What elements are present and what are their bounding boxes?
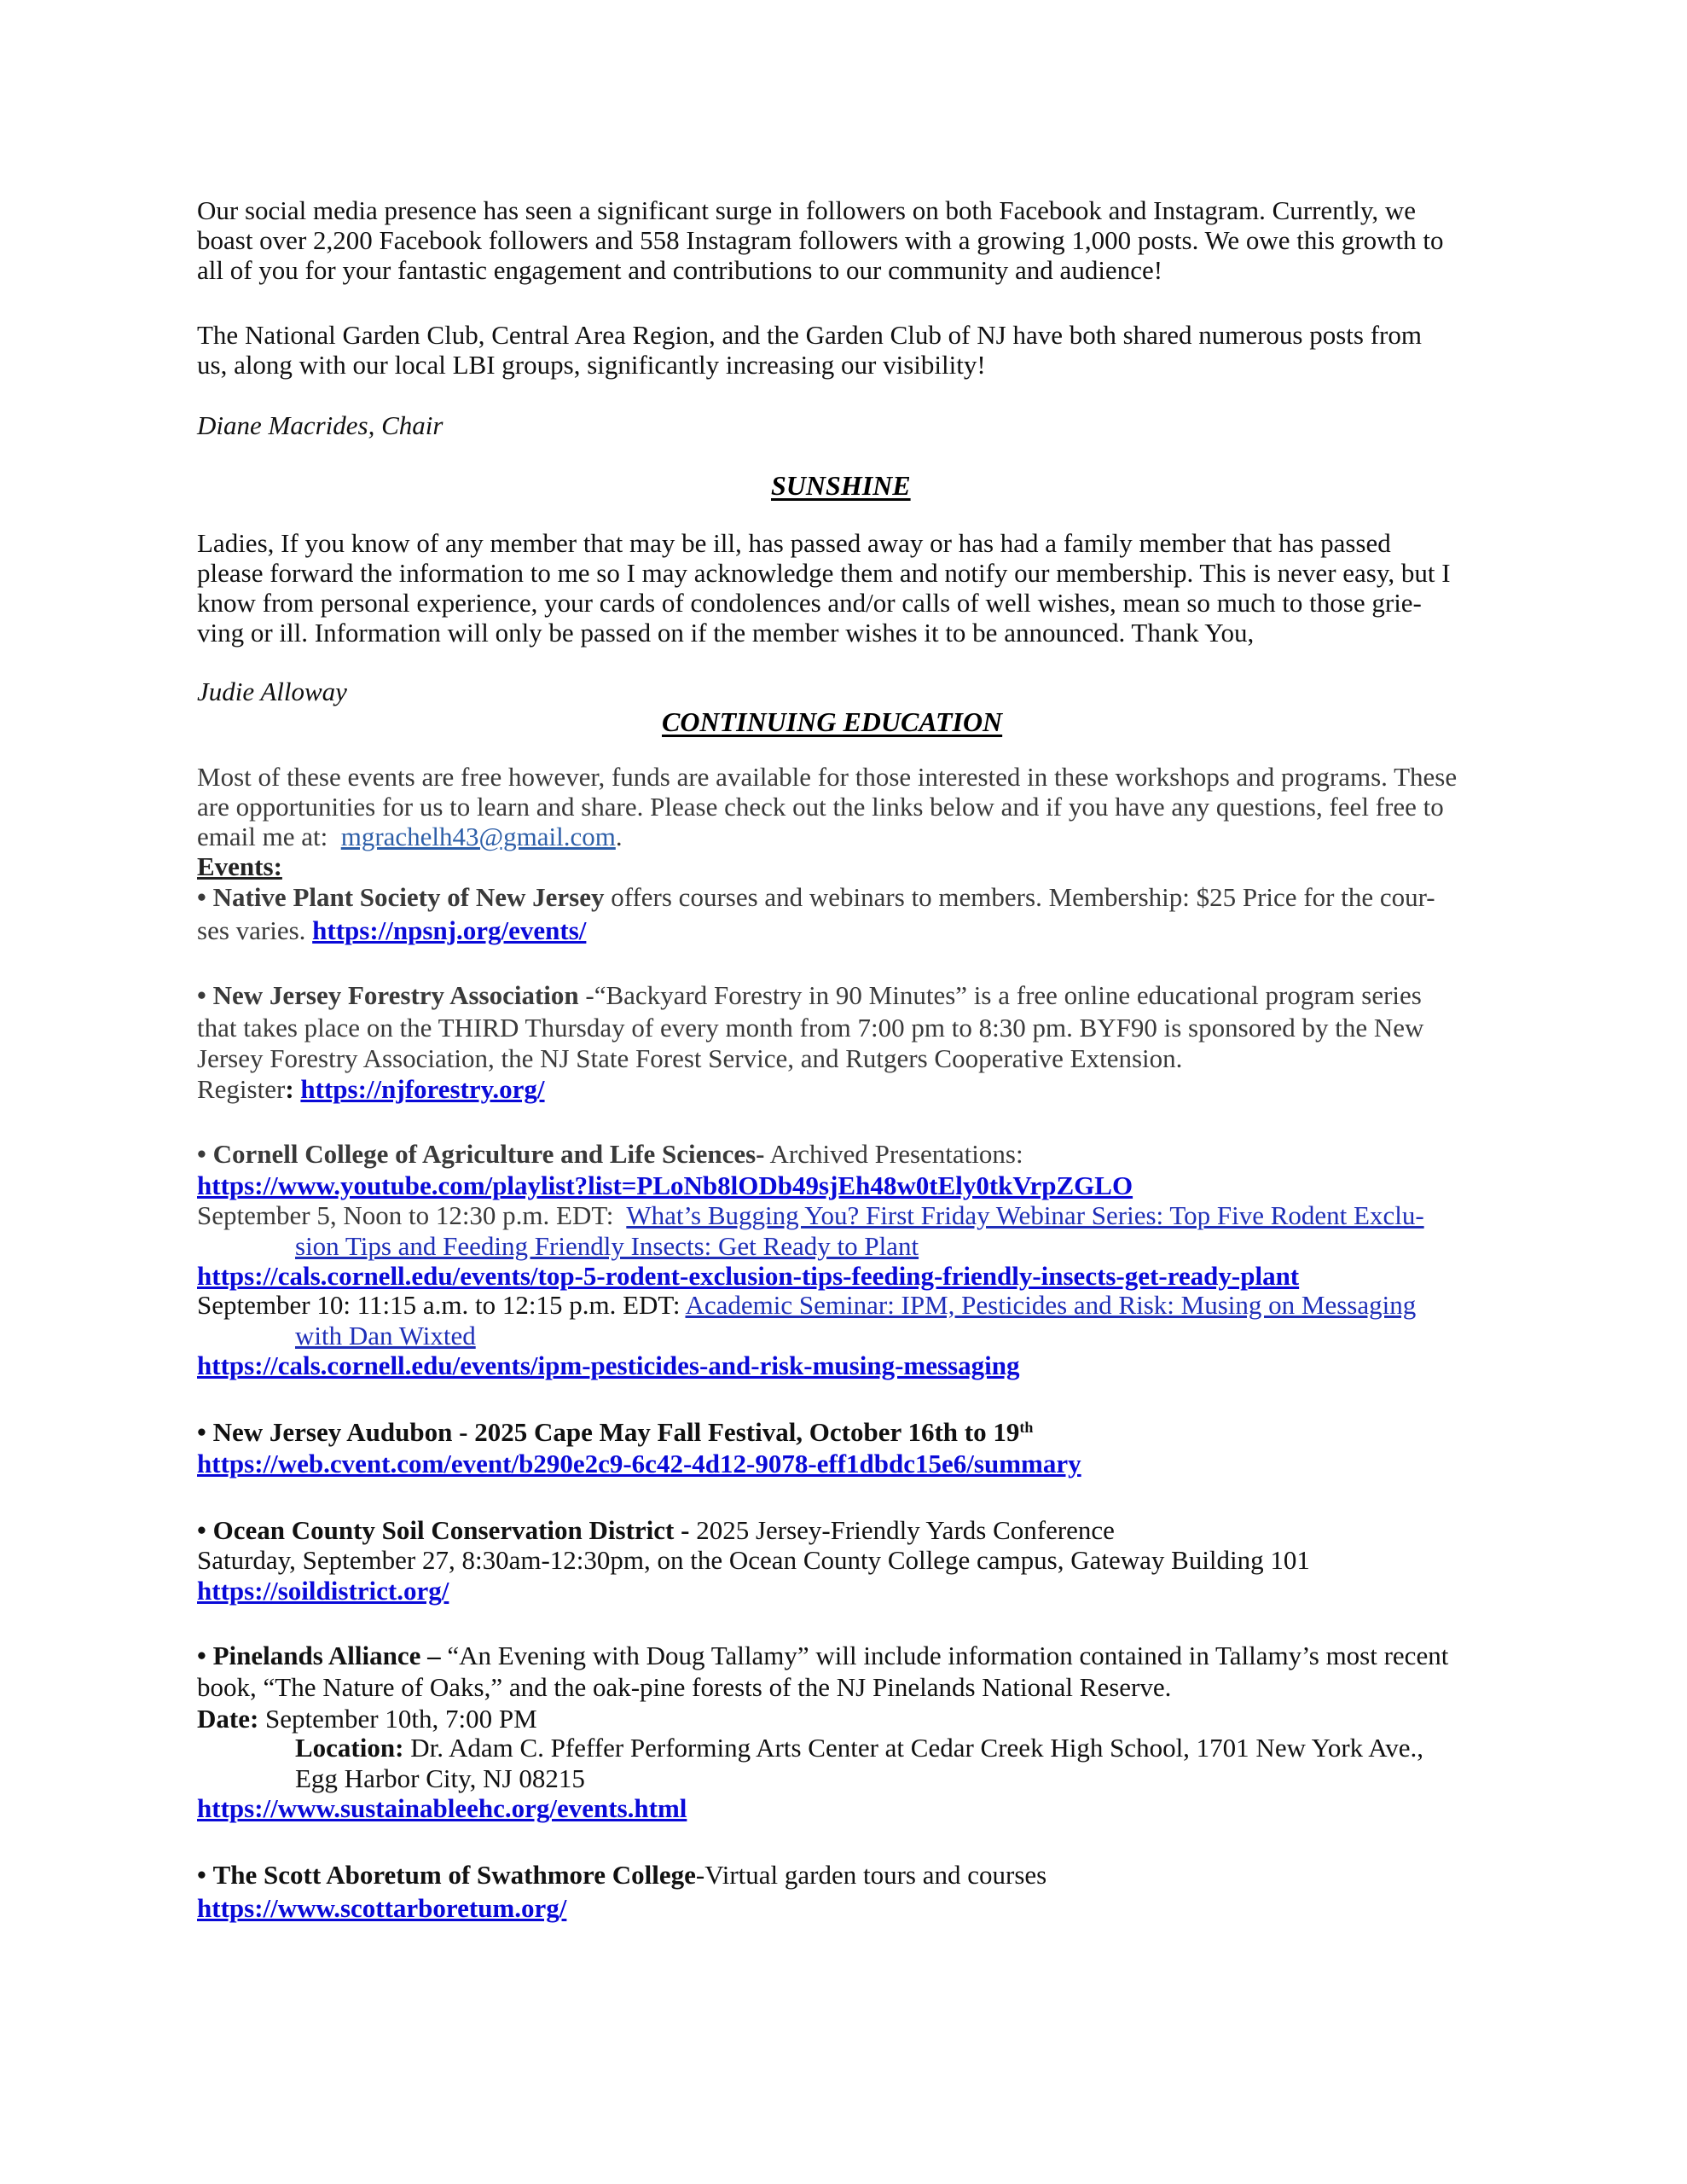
event-description: book, “The Nature of Oaks,” and the oak-pine forests of the NJ Pinelands National Reserve. bbox=[197, 1672, 1172, 1702]
event-time: September 10: 11:15 a.m. to 12:15 p.m. EDT: bbox=[197, 1290, 686, 1320]
bullet-icon: • bbox=[197, 1641, 206, 1670]
education-intro-line: Most of these events are free however, funds are available for those interested in these workshops and programs. These bbox=[197, 762, 1458, 792]
event-nps bbox=[197, 882, 1435, 912]
event-ocean-county bbox=[197, 1515, 1115, 1545]
bullet-icon: • bbox=[197, 1139, 206, 1169]
event-location: Dr. Adam C. Pfeffer Performing Arts Center at Cedar Creek High School, 1701 New York Ave., bbox=[403, 1733, 1424, 1763]
bullet-icon: • bbox=[197, 882, 206, 912]
sunshine-signature: Judie Alloway bbox=[197, 677, 347, 706]
event-description: -Virtual garden tours and courses bbox=[695, 1860, 1047, 1890]
event-title-link[interactable]: Academic Seminar: IPM, Pesticides and Risk: Musing on Messaging bbox=[685, 1290, 1417, 1320]
sunshine-line: know from personal experience, your cards of condolences and/or calls of well wishes, mean so much to those grie- bbox=[197, 588, 1422, 618]
event-org-name: Cornell College of Agriculture and Life Sciences- bbox=[212, 1139, 765, 1169]
shared-posts-line: The National Garden Club, Central Area Region, and the Garden Club of NJ have both shared numerous posts from bbox=[197, 320, 1422, 350]
continuing-education-heading: CONTINUING EDUCATION bbox=[662, 706, 1003, 737]
email-prefix: email me at: bbox=[197, 822, 341, 851]
event-audubon bbox=[197, 1417, 1033, 1447]
cornell-event1-url-line bbox=[197, 1261, 1299, 1291]
scott-url-line bbox=[197, 1893, 566, 1923]
event-org-name: Native Plant Society of New Jersey bbox=[212, 882, 605, 912]
register-label: Register bbox=[197, 1074, 286, 1104]
social-paragraph-line: Our social media presence has seen a significant surge in followers on both Facebook and Instagram. Currently, we bbox=[197, 195, 1417, 225]
event-time: September 5, Noon to 12:30 p.m. EDT: bbox=[197, 1200, 627, 1230]
event-description: ses varies. bbox=[197, 915, 313, 945]
njfa-register-line bbox=[197, 1074, 545, 1104]
event-date: September 10th, 7:00 PM bbox=[258, 1704, 537, 1734]
events-label: Events: bbox=[197, 851, 282, 881]
soildistrict-url-line bbox=[197, 1576, 449, 1606]
event-description: Jersey Forestry Association, the NJ State Forest Service, and Rutgers Cooperative Extension. bbox=[197, 1043, 1183, 1073]
event-description: that takes place on the THIRD Thursday of every month from 7:00 pm to 8:30 pm. BYF90 is sponsored by the New bbox=[197, 1013, 1424, 1043]
sustainableehc-link[interactable]: https://www.sustainableehc.org/events.html bbox=[197, 1793, 687, 1823]
cornell-event1-line2 bbox=[295, 1231, 919, 1261]
event-description: offers courses and webinars to members. Membership: $25 Price for the cour- bbox=[604, 882, 1435, 912]
event-description: Archived Presentations: bbox=[764, 1139, 1023, 1169]
email-line bbox=[197, 822, 623, 851]
pinelands-url-line bbox=[197, 1793, 687, 1823]
cornell-event2-url-line bbox=[197, 1350, 1019, 1380]
sunshine-line: Ladies, If you know of any member that may be ill, has passed away or has had a family member that has passed bbox=[197, 528, 1391, 558]
event-title-link[interactable]: with Dan Wixted bbox=[295, 1321, 476, 1350]
shared-posts-line: us, along with our local LBI groups, significantly increasing our visibility! bbox=[197, 350, 986, 380]
audubon-url-line bbox=[197, 1449, 1081, 1478]
social-paragraph-line: all of you for your fantastic engagement and contributions to our community and audience! bbox=[197, 255, 1163, 285]
event-location: Egg Harbor City, NJ 08215 bbox=[295, 1763, 585, 1793]
event-description: -“Backyard Forestry in 90 Minutes” is a free online educational program series bbox=[578, 980, 1422, 1010]
event-scott-arboretum bbox=[197, 1860, 1046, 1890]
event-title-link[interactable]: What’s Bugging You? First Friday Webinar Series: Top Five Rodent Exclu- bbox=[626, 1200, 1424, 1230]
event-org-name: The Scott Aboretum of Swathmore College bbox=[212, 1860, 696, 1890]
youtube-playlist-link[interactable]: https://www.youtube.com/playlist?list=PLoNb8lODb49sjEh48w0tEly0tkVrpZGLO bbox=[197, 1170, 1133, 1200]
email-suffix: . bbox=[615, 822, 623, 851]
njforestry-link[interactable]: https://njforestry.org/ bbox=[300, 1074, 545, 1104]
event-org-name: Ocean County Soil Conservation District - bbox=[212, 1515, 690, 1545]
event-title-link[interactable]: sion Tips and Feeding Friendly Insects: Get Ready to Plant bbox=[295, 1231, 919, 1261]
ordinal-suffix: th bbox=[1019, 1419, 1034, 1436]
event-description: 2025 Jersey-Friendly Yards Conference bbox=[689, 1515, 1115, 1545]
event-org-name: New Jersey Forestry Association bbox=[212, 980, 579, 1010]
cornell-event1-line bbox=[197, 1200, 1424, 1230]
pinelands-location-line bbox=[295, 1733, 1423, 1763]
event-nps-line2 bbox=[197, 915, 586, 945]
scottarboretum-link[interactable]: https://www.scottarboretum.org/ bbox=[197, 1893, 567, 1923]
rodent-exclusion-link[interactable]: https://cals.cornell.edu/events/top-5-rodent-exclusion-tips-feeding-friendly-insects-get-ready-plant bbox=[197, 1261, 1300, 1291]
nps-link[interactable]: https://npsnj.org/events/ bbox=[312, 915, 587, 945]
sunshine-heading: SUNSHINE bbox=[771, 470, 911, 501]
cvent-link[interactable]: https://web.cvent.com/event/b290e2c9-6c42-4d12-9078-eff1dbdc15e6/summary bbox=[197, 1449, 1081, 1478]
ipm-pesticides-link[interactable]: https://cals.cornell.edu/events/ipm-pesticides-and-risk-musing-messaging bbox=[197, 1350, 1020, 1380]
sunshine-line: please forward the information to me so I may acknowledge them and notify our membership. This is never easy, but I bbox=[197, 558, 1451, 588]
event-njfa bbox=[197, 980, 1422, 1010]
location-label: Location: bbox=[295, 1733, 404, 1763]
register-colon: : bbox=[285, 1074, 301, 1104]
event-description: Saturday, September 27, 8:30am-12:30pm, on the Ocean County College campus, Gateway Building 101 bbox=[197, 1545, 1310, 1575]
bullet-icon: • bbox=[197, 1417, 206, 1447]
event-org-name: New Jersey Audubon - 2025 Cape May Fall Festival, October 16th to 19 bbox=[212, 1417, 1020, 1447]
email-link[interactable]: mgrachelh43@gmail.com bbox=[340, 822, 616, 851]
education-intro-line: are opportunities for us to learn and share. Please check out the links below and if you have any questions, feel free to bbox=[197, 792, 1444, 822]
event-cornell bbox=[197, 1139, 1023, 1169]
date-label: Date: bbox=[197, 1704, 259, 1734]
event-pinelands bbox=[197, 1641, 1448, 1670]
bullet-icon: • bbox=[197, 1515, 206, 1545]
pinelands-date-line bbox=[197, 1704, 537, 1734]
event-org-name: Pinelands Alliance – bbox=[212, 1641, 441, 1670]
cornell-event2-line bbox=[197, 1290, 1416, 1320]
sunshine-line: ving or ill. Information will only be passed on if the member wishes it to be announced. Thank You, bbox=[197, 618, 1255, 648]
social-paragraph-line: boast over 2,200 Facebook followers and 558 Instagram followers with a growing 1,000 posts. We owe this growth to bbox=[197, 225, 1444, 255]
soildistrict-link[interactable]: https://soildistrict.org/ bbox=[197, 1576, 449, 1606]
bullet-icon: • bbox=[197, 1860, 206, 1890]
cornell-playlist-line bbox=[197, 1170, 1133, 1200]
social-signature: Diane Macrides, Chair bbox=[197, 410, 443, 440]
event-description: “An Evening with Doug Tallamy” will include information contained in Tallamy’s most recent bbox=[440, 1641, 1449, 1670]
cornell-event2-line2 bbox=[295, 1321, 476, 1350]
bullet-icon: • bbox=[197, 980, 206, 1010]
